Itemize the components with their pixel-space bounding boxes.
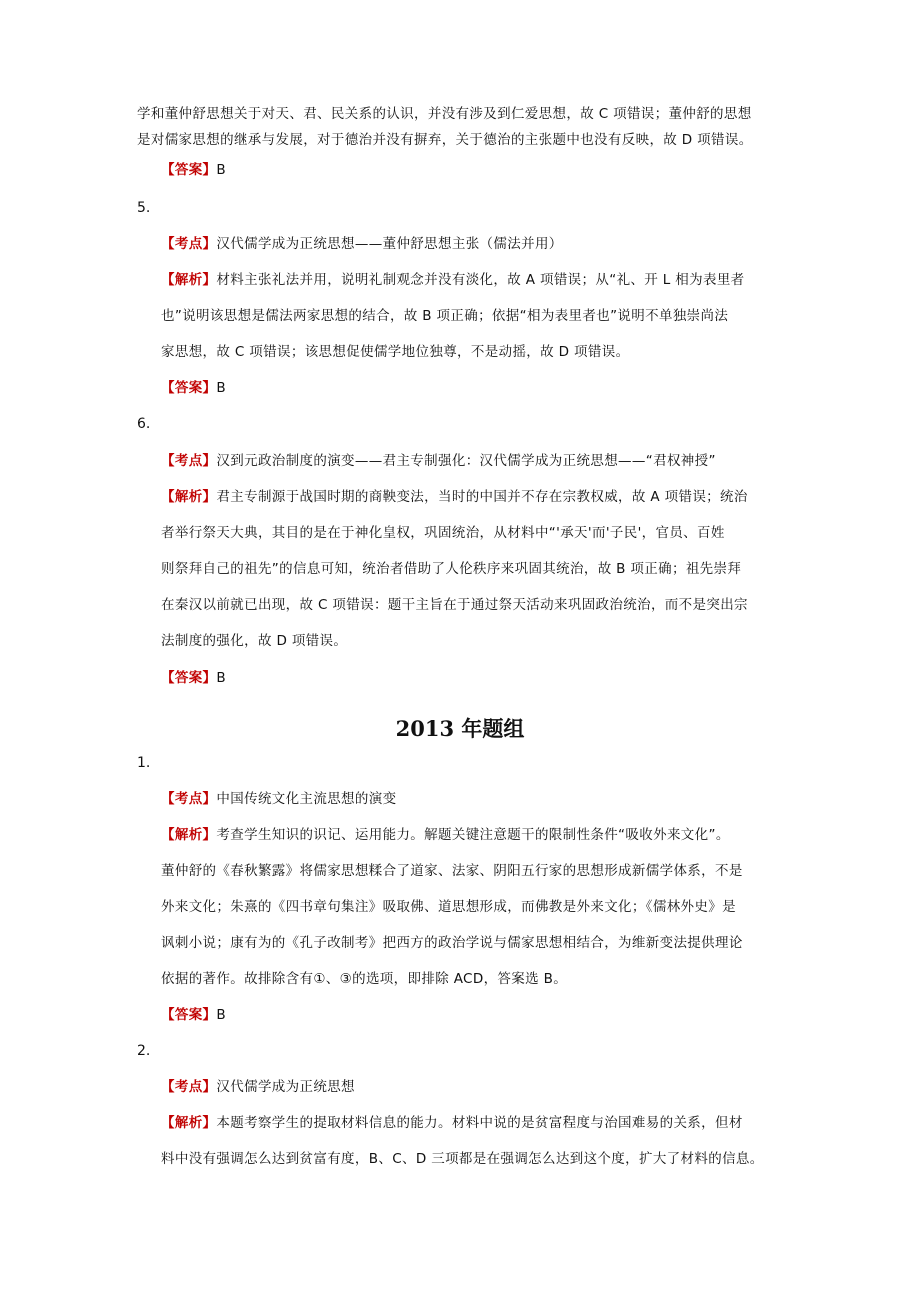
text-line: 者举行祭天大典，其目的是在于神化皇权，巩固统治，从材料中“'承天'而'子民'，官员、百姓: [161, 525, 725, 541]
jiexi-tag: 【解析】: [161, 272, 217, 288]
answer-line: [161, 668, 226, 688]
jiexi-line: [161, 1113, 743, 1133]
text-line: 依据的著作。故排除含有①、③的选项，即排除 ACD，答案选 B。: [161, 971, 568, 987]
answer-tag: 【答案】: [161, 670, 217, 686]
answer-value: B: [216, 1007, 227, 1023]
kaodian-text: 汉代儒学成为正统思想: [216, 1079, 355, 1095]
question-number: 2.: [137, 1043, 151, 1059]
kaodian-text: 汉到元政治制度的演变——君主专制强化：汉代儒学成为正统思想——“君权神授”: [216, 453, 716, 469]
text-line: 料中没有强调怎么达到贫富有度，B、C、D 三项都是在强调怎么达到这个度，扩大了材料的信息。: [161, 1151, 764, 1167]
text-line: 法制度的强化，故 D 项错误。: [161, 633, 348, 649]
answer-tag: 【答案】: [161, 162, 217, 178]
question-number: 5.: [137, 200, 151, 216]
answer-line: [161, 160, 226, 180]
jiexi-line: [161, 270, 745, 290]
kaodian-line: [161, 1077, 355, 1097]
kaodian-tag: 【考点】: [161, 453, 217, 469]
answer-line: [161, 378, 226, 398]
text-line: 讽刺小说；康有为的《孔子改制考》把西方的政治学说与儒家思想相结合，为维新变法提供理论: [161, 935, 743, 951]
answer-value: B: [216, 380, 227, 396]
kaodian-tag: 【考点】: [161, 236, 217, 252]
kaodian-line: [161, 789, 396, 809]
jiexi-text: 材料主张礼法并用，说明礼制观念并没有淡化，故 A 项错误；从“礼、开 L 相为表里者: [216, 272, 745, 288]
text-line: 是对儒家思想的继承与发展，对于德治并没有摒弃，关于德治的主张题中也没有反映，故 D 项错误。: [137, 132, 753, 148]
text-line: 外来文化；朱熹的《四书章句集注》吸取佛、道思想形成，而佛教是外来文化；《儒林外史》是: [161, 899, 736, 915]
kaodian-tag: 【考点】: [161, 791, 217, 807]
jiexi-tag: 【解析】: [161, 827, 217, 843]
jiexi-line: [161, 487, 748, 507]
kaodian-text: 中国传统文化主流思想的演变: [216, 791, 397, 807]
jiexi-line: [161, 825, 730, 845]
answer-value: B: [216, 670, 227, 686]
kaodian-line: [161, 451, 716, 471]
text-line: 在秦汉以前就已出现，故 C 项错误：题干主旨在于通过祭天活动来巩固政治统治，而不是突出宗: [161, 597, 748, 613]
answer-tag: 【答案】: [161, 1007, 217, 1023]
answer-tag: 【答案】: [161, 380, 217, 396]
jiexi-tag: 【解析】: [161, 489, 217, 505]
answer-line: [161, 1005, 226, 1025]
text-line: 家思想，故 C 项错误；该思想促使儒学地位独尊，不是动摇，故 D 项错误。: [161, 344, 630, 360]
kaodian-tag: 【考点】: [161, 1079, 217, 1095]
text-line: 学和董仲舒思想关于对天、君、民关系的认识，并没有涉及到仁爱思想，故 C 项错误；董仲舒的思想: [137, 106, 752, 122]
section-title: 2013 年题组: [395, 716, 525, 741]
text-line: 则祭拜自己的祖先”的信息可知，统治者借助了人伦秩序来巩固其统治，故 B 项正确；祖先崇拜: [161, 561, 742, 577]
question-number: 1.: [137, 755, 151, 771]
jiexi-text: 君主专制源于战国时期的商鞅变法，当时的中国并不存在宗教权威，故 A 项错误；统治: [216, 489, 748, 505]
answer-value: B: [216, 162, 227, 178]
jiexi-text: 考查学生知识的识记、运用能力。解题关键注意题干的限制性条件“吸收外来文化”。: [216, 827, 730, 843]
jiexi-text: 本题考察学生的提取材料信息的能力。材料中说的是贫富程度与治国难易的关系，但材: [216, 1115, 743, 1131]
kaodian-line: [161, 234, 563, 254]
text-line: 也”说明该思想是儒法两家思想的结合，故 B 项正确；依据“相为表里者也”说明不单独崇尚法: [161, 308, 729, 324]
text-line: 董仲舒的《春秋繁露》将儒家思想糅合了道家、法家、阴阳五行家的思想形成新儒学体系，不是: [161, 863, 743, 879]
question-number: 6.: [137, 416, 151, 432]
jiexi-tag: 【解析】: [161, 1115, 217, 1131]
kaodian-text: 汉代儒学成为正统思想——董仲舒思想主张（儒法并用）: [216, 236, 563, 252]
